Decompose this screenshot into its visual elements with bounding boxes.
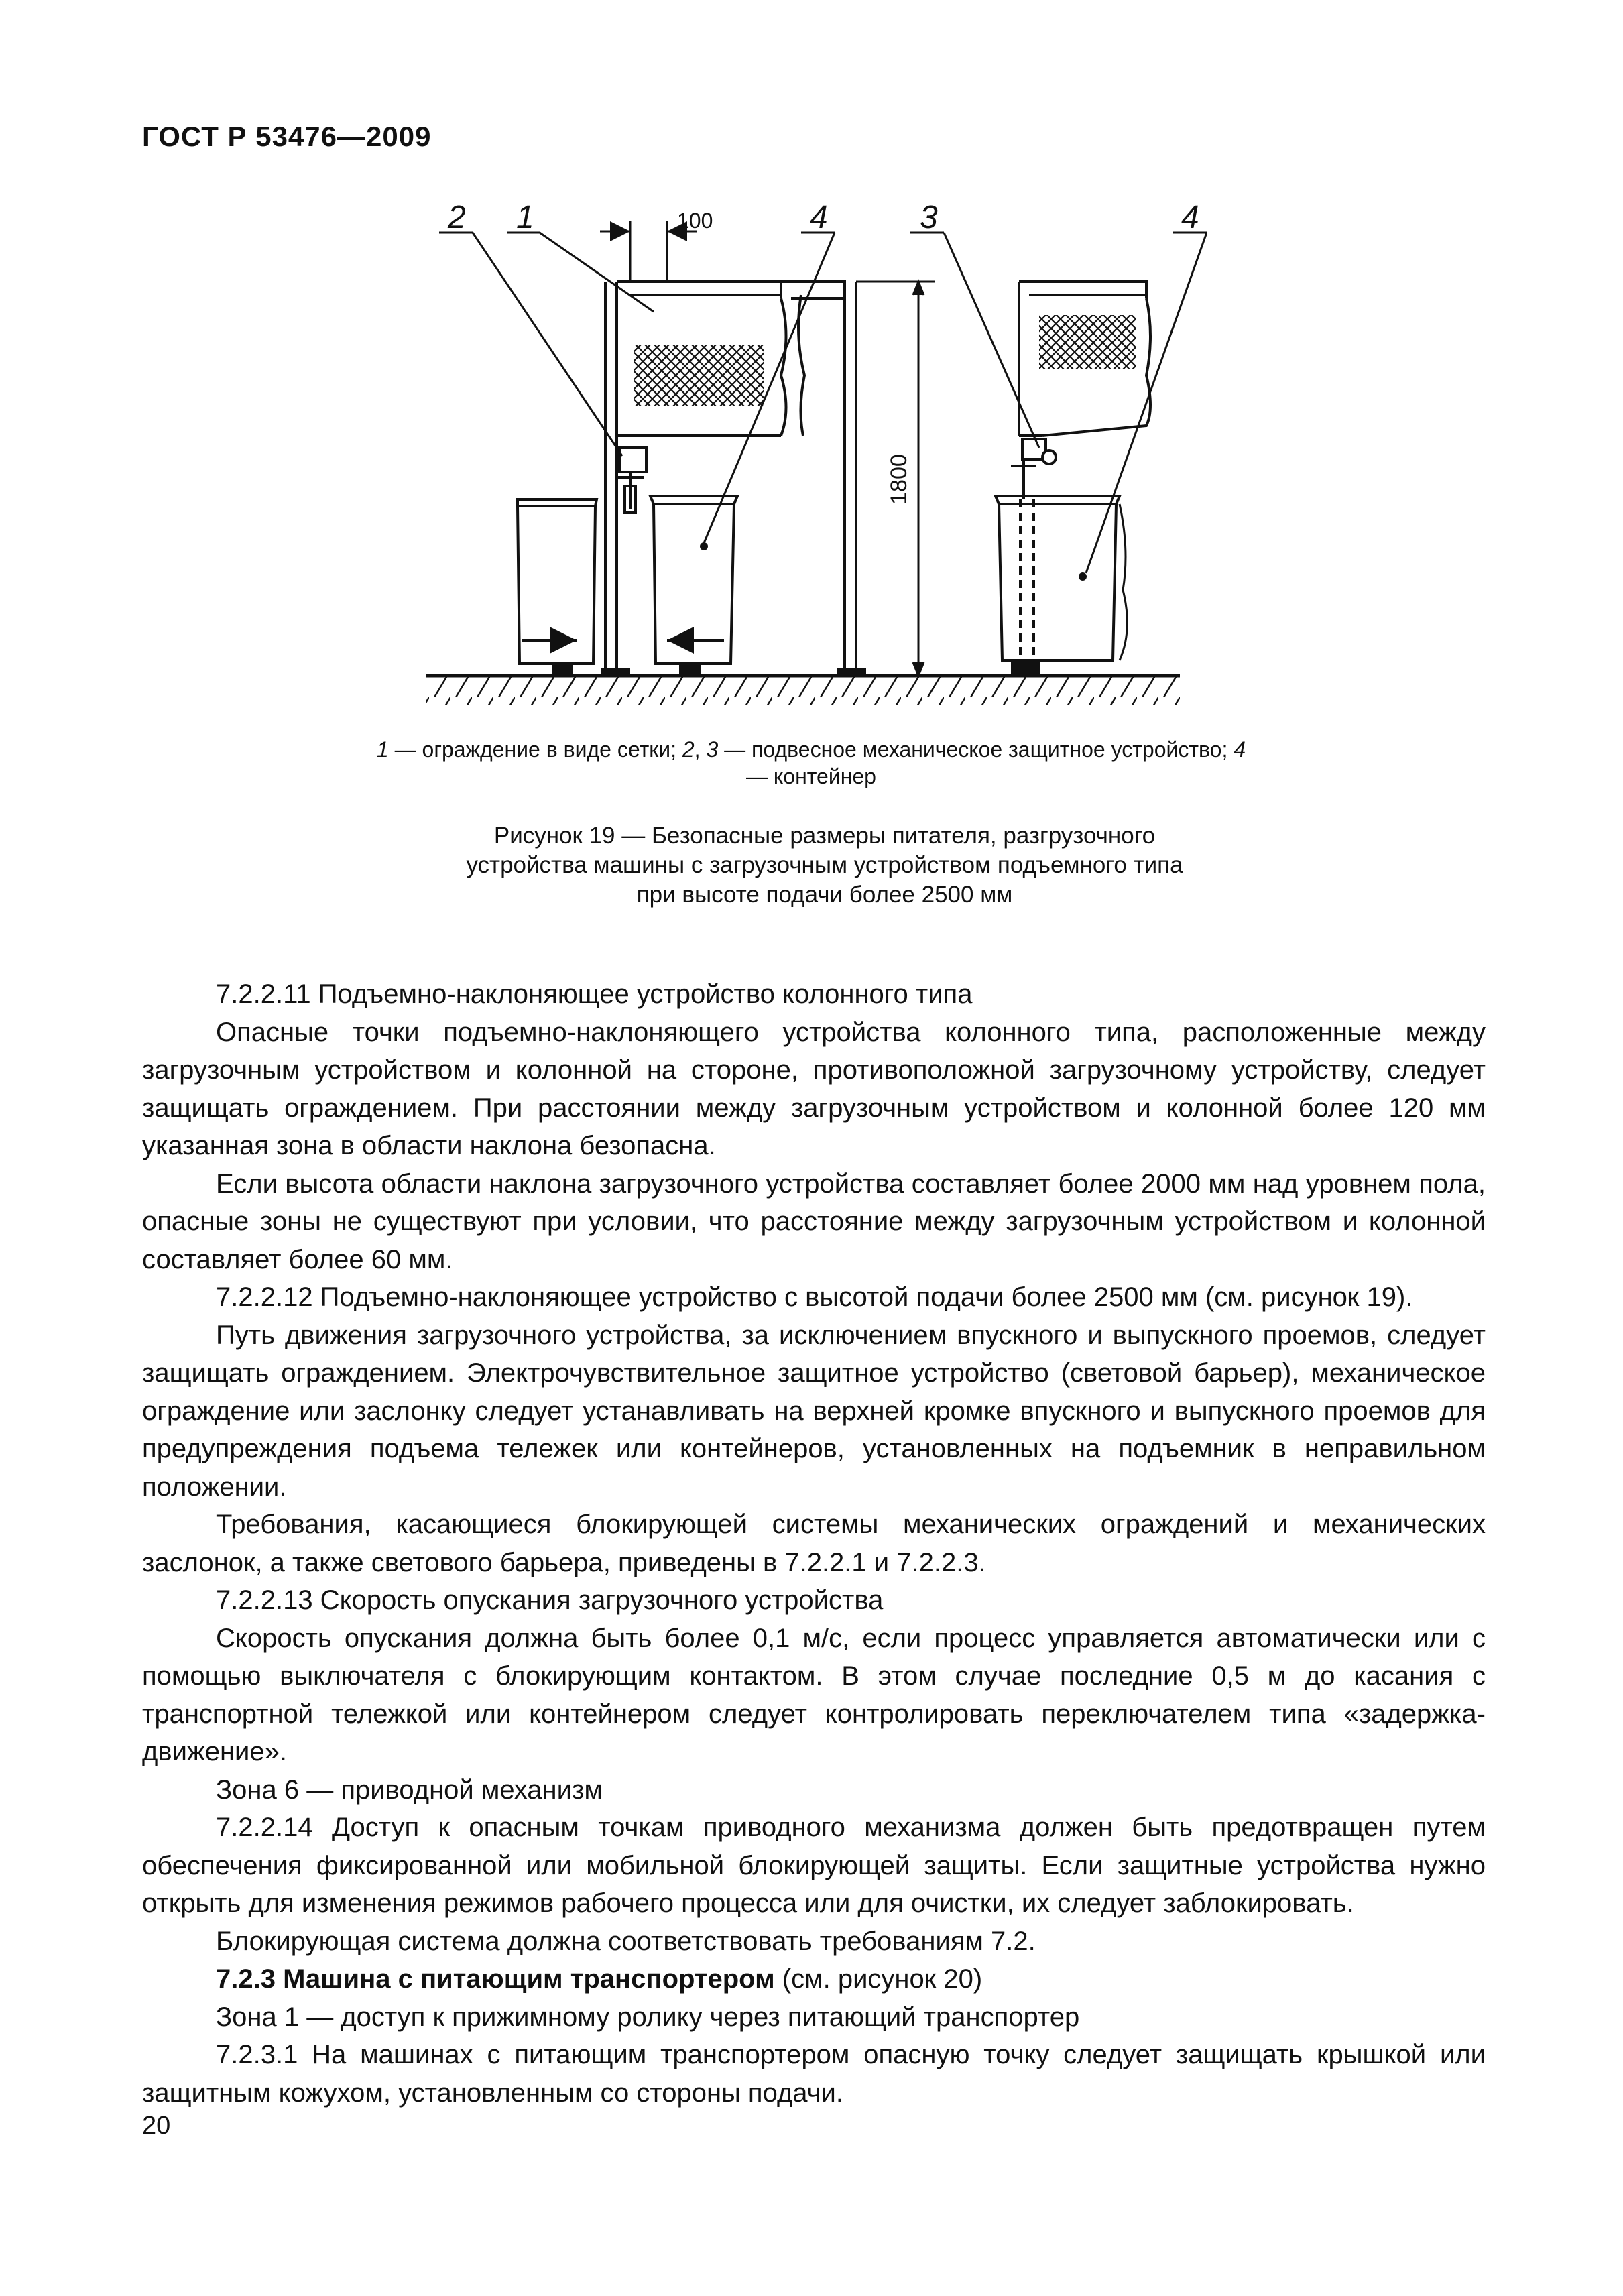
legend-number-3: 3 xyxy=(706,737,719,762)
legend-number-1: 1 xyxy=(376,737,389,762)
callout-label-2: 2 xyxy=(448,200,466,235)
section-7-2-3-heading xyxy=(142,1960,1486,1998)
legend-text-2: — подвесное механическое защитное устройство; xyxy=(718,737,1234,762)
caption-line-1: Рисунок 19 — Безопасные размеры питателя, разгрузочного xyxy=(493,823,1156,849)
suspended-protective-device-right xyxy=(1011,439,1056,664)
paragraph: Скорость опускания должна быть более 0,1 м/с, если процесс управляется автоматически или с помощью выключателя с блокирующим контактом. В этом случае последние 0,5 м до касания с транспортной тележкой или контейнером следует контролировать переключателем типа «задержка-движение». xyxy=(142,1623,1486,1766)
section-heading-bold: 7.2.3 Машина с питающим транспортером xyxy=(216,1964,775,1994)
legend-separator: , xyxy=(694,737,707,762)
ground-line xyxy=(426,676,1180,705)
paragraph: Если высота области наклона загрузочного устройства составляет более 2000 мм над уровнем пола, опасные зоны не существуют при условии, что расстояние между загрузочным устройством и колонной составляет более 60 мм. xyxy=(142,1168,1486,1274)
section-heading-ref: (см. рисунок 20) xyxy=(774,1964,983,1994)
body-text xyxy=(142,975,1486,2112)
container-left xyxy=(518,499,597,674)
legend-number-4: 4 xyxy=(1234,737,1246,762)
container-center xyxy=(650,496,737,674)
container-side-view xyxy=(996,496,1127,674)
legend-text-3: — контейнер xyxy=(746,764,876,788)
frame-right xyxy=(781,282,865,676)
paragraph: Требования, касающиеся блокирующей системы механических ограждений и механических заслонок, а также светового барьера, приведены в 7.2.2.1 и 7.2.2.3. xyxy=(142,1510,1486,1577)
callout-label-4-right: 4 xyxy=(1181,200,1199,235)
paragraph-7-2-2-11: 7.2.2.11 Подъемно-наклоняющее устройство колонного типа xyxy=(216,979,973,1009)
callout-label-1: 1 xyxy=(516,200,534,235)
caption-line-2: устройства машины с загрузочным устройством подъемного типа xyxy=(466,852,1183,878)
paragraph-7-2-3-1: 7.2.3.1 На машинах с питающим транспортером опасную точку следует защищать крышкой или защитным кожухом, установленным со стороны подачи. xyxy=(142,2040,1486,2108)
paragraph-7-2-2-13: 7.2.2.13 Скорость опускания загрузочного устройства xyxy=(216,1585,884,1615)
paragraph-7-2-2-14: 7.2.2.14 Доступ к опасным точкам приводного механизма должен быть предотвращен путем обеспечения фиксированной или мобильной блокирующей защиты. Если защитные устройства нужно открыть для изменения режимов рабочего процесса или для очистки, их следует заблокировать. xyxy=(142,1813,1486,1918)
legend-text-1: — ограждение в виде сетки; xyxy=(388,737,682,762)
dimension-100-label: 100 xyxy=(677,208,713,233)
paragraph-zone-1: Зона 1 — доступ к прижимному ролику через питающий транспортер xyxy=(216,2002,1080,2032)
figure-legend xyxy=(375,736,1247,790)
paragraph-7-2-2-12: 7.2.2.12 Подъемно-наклоняющее устройство с высотой подачи более 2500 мм (см. рисунок 19). xyxy=(216,1282,1413,1312)
figure-19-diagram xyxy=(402,194,1207,731)
dimension-1800-label: 1800 xyxy=(886,454,912,505)
figure-caption xyxy=(429,821,1220,910)
legend-number-2: 2 xyxy=(682,737,695,762)
callout-label-4-left: 4 xyxy=(810,200,828,235)
page-number: 20 xyxy=(142,2112,171,2140)
callout-label-3: 3 xyxy=(920,200,938,235)
paragraph-zone-6: Зона 6 — приводной механизм xyxy=(216,1774,603,1805)
frame-column-side-view xyxy=(1019,282,1150,436)
caption-line-3: при высоте подачи более 2500 мм xyxy=(636,882,1013,908)
document-header: ГОСТ Р 53476—2009 xyxy=(142,121,432,152)
paragraph: Путь движения загрузочного устройства, за исключением впускного и выпускного проемов, следует защищать ограждением. Электрочувствительное защитное устройство (световой барьер), механическое ограждение или заслонку следует устанавливать на верхней кромке впускного и выпускного проемов для предупреждения подъема тележек или контейнеров, установленных на подъемник в неправильном положении. xyxy=(142,1320,1486,1502)
paragraph: Блокирующая система должна соответствовать требованиям 7.2. xyxy=(216,1926,1036,1956)
suspended-protective-device-left xyxy=(618,448,646,513)
paragraph: Опасные точки подъемно-наклоняющего устройства колонного типа, расположенные между загрузочным устройством и колонной на стороне, противоположной загрузочному устройству, следует защищать ограждением. При расстоянии между загрузочным устройством и колонной более 120 мм указанная зона в области наклона безопасна. xyxy=(142,1017,1486,1160)
